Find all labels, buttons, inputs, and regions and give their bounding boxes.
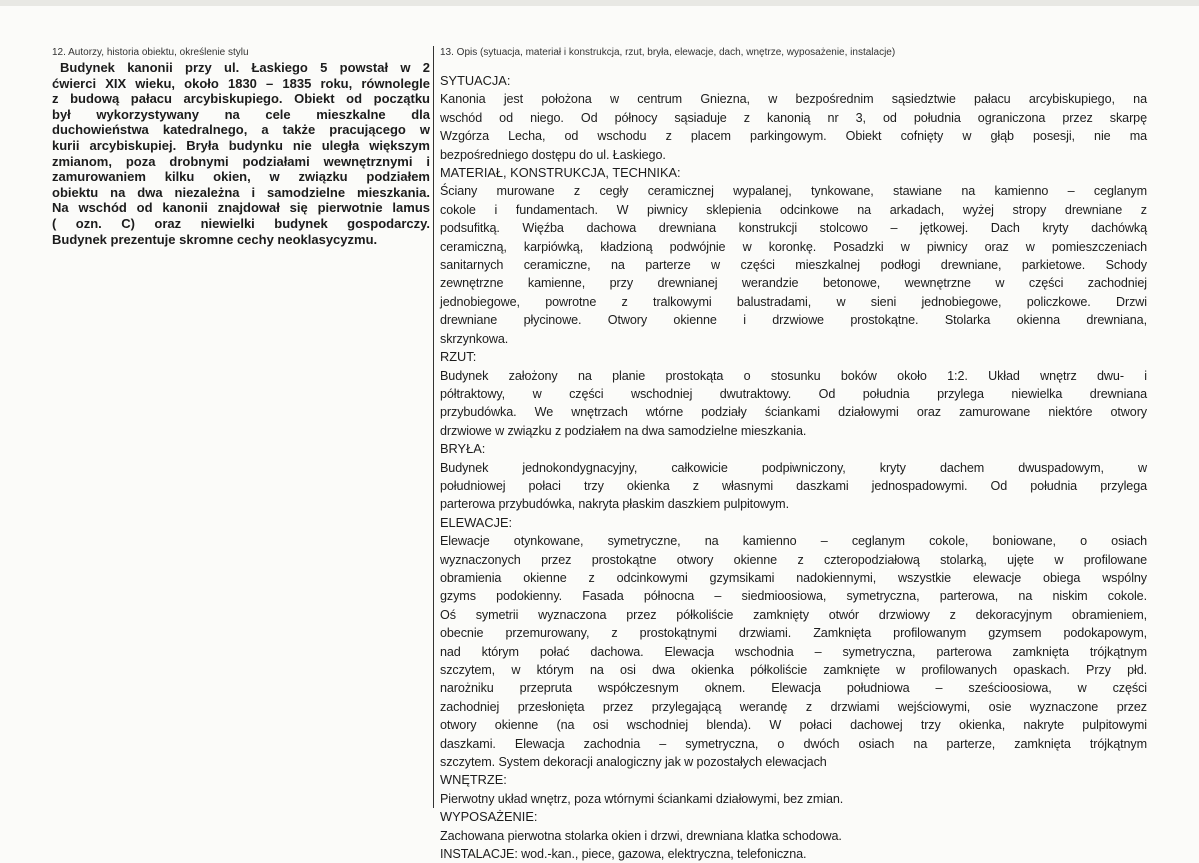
history-line: zmianom, poza drobnymi podziałami wewnętrznymi i: [52, 153, 430, 169]
history-line: obiektu na dwa niezależna i samodzielne mieszkania.: [52, 184, 430, 200]
description-section: [440, 72, 1147, 164]
history-line: Budynek prezentuje skromne cechy neoklasycyzmu.: [52, 231, 378, 247]
history-line: był wykorzystywany na cele mieszkalne dla: [52, 106, 430, 122]
description-section: [440, 348, 1147, 440]
description-line: Kanonia jest położona w centrum Gniezna, w bezpośrednim sąsiedztwie pałacu arcybiskupiego, na: [440, 92, 1147, 107]
description-line: Ściany murowane z cegły ceramicznej wypalanej, tynkowane, stawiane na kamienno – ceglanym: [440, 184, 1147, 199]
description-line: szczytem, w którym na osi dwa okienka półkoliście zamknięte w profilowanych opaskach. Przy płd.: [440, 663, 1147, 677]
description-line: INSTALACJE: wod.-kan., piece, gazowa, elektryczna, telefoniczna.: [440, 847, 807, 862]
description-line: drewniane płycinowe. Otwory okienne i drzwiowe prostokątne. Stolarka okienna drewniana,: [440, 313, 1147, 328]
history-line: ćwierci XIX wieku, około 1830 – 1835 roku, równolegle: [52, 75, 430, 91]
section-12-caption: 12. Autorzy, historia obiektu, określenie stylu: [52, 47, 249, 58]
history-line: Budynek kanonii przy ul. Łaskiego 5 powstał w 2: [60, 60, 430, 75]
description-section: [440, 808, 1147, 845]
description-line: szczytem. System dekoracji analogiczny jak w pozostałych elewacjach: [440, 755, 827, 770]
description-section: [440, 164, 1147, 348]
description-line: nad którym połać dachowa. Elewacja wschodnia – symetryczna, parterowa zamknięta trójkątnym: [440, 644, 1147, 659]
description-line: wschód od niego. Od północy sąsiaduje z kanonią nr 3, od południa ograniczona przez skarpę: [440, 110, 1147, 125]
history-line: duchowieństwa katedralnego, a także pracującego w: [52, 122, 430, 138]
section-heading: SYTUACJA:: [440, 73, 511, 88]
section-heading: RZUT:: [440, 349, 477, 365]
description-line: daszkami. Elewacja zachodnia – symetryczna, o dwóch osiach na parterze, zamknięta trójkątnym: [440, 736, 1147, 751]
description-line: przybudówka. We wnętrzach wtórne podziały ściankami działowymi oraz zamurowane niektóre otwory: [440, 405, 1147, 420]
description-line: jednobiegowe, powrotne z tralkowymi balustradami, w sieni jednobiegowe, policzkowe. Drzwi: [440, 294, 1147, 309]
description-line: wyznaczonych przez prostokątne otwory okienne z czteropodziałową stolarką, ujęte w profilowane: [440, 552, 1147, 567]
description-line: zachodniej przesłonięta przez przylegającą werandę z drzwiami wejściowymi, osie wyznaczone przez: [440, 699, 1147, 714]
description-line: otwory okienne (na osi wschodniej blenda). W połaci dachowej trzy okienka, nakryte pulpitowymi: [440, 718, 1147, 733]
description-line: Budynek założony na planie prostokąta o stosunku boków około 1:2. Układ wnętrz dwu- i: [440, 368, 1147, 383]
history-line: zamurowaniem kilku okien, w związku podziałem: [52, 169, 430, 185]
description-line: ceramiczną, karpiówką, kładzioną podwójnie w koronkę. Posadzki w piwnicy oraz w pomieszczeniach: [440, 239, 1147, 254]
description-line: skrzynkowa.: [440, 331, 509, 346]
description-line: parterowa przybudówka, nakryta płaskim daszkiem pulpitowym.: [440, 497, 789, 512]
section-13-caption: 13. Opis (sytuacja, materiał i konstrukcja, rzut, bryła, elewacje, dach, wnętrze, wyposażenie, instalacje): [440, 47, 896, 58]
description-section: [440, 514, 1147, 772]
history-line: z budową pałacu arcybiskupiego. Obiekt od początku: [52, 91, 430, 107]
history-text: [52, 60, 430, 247]
section-12-history: [52, 47, 430, 247]
description-line: Budynek jednokondygnacyjny, całkowicie podpiwniczony, kryty dachem dwuspadowym, w: [440, 460, 1147, 475]
section-heading: WYPOSAŻENIE:: [440, 809, 538, 825]
description-section: [440, 440, 1147, 514]
section-13-description: [440, 47, 1147, 863]
description-line: półtraktowy, w części wschodniej dwutraktowy. Od południa przylega niewielka drewniana: [440, 386, 1147, 401]
description-line: cokole i fundamentach. W piwnicy sklepienia odcinkowe na arkadach, wyżej stropy drewniane z: [440, 202, 1147, 217]
description-line: Elewacje otynkowane, symetryczne, na kamienno – ceglanym cokole, boniowane, o osiach: [440, 534, 1147, 549]
description-line: Wzgórza Lecha, od wschodu z placem parkingowym. Obiekt cofnięty w głąb posesji, nie ma: [440, 129, 1147, 144]
description-line: obecnie przemurowany, z prostokątnymi drzwiami. Zamknięta profilowanym gzymsem podokapowym,: [440, 626, 1147, 641]
history-line: Na wschód od kanonii znajdował się pierwotnie lamus: [52, 200, 430, 216]
section-heading: WNĘTRZE:: [440, 772, 507, 788]
description-line: gzyms podokienny. Fasada północna – siedmioosiowa, symetryczna, parterowa, na niskim cokole.: [440, 589, 1147, 604]
description-line: obramienia okienne z odcinkowymi gzymsikami nadokiennymi, wszystkie elewacje obiega wspólny: [440, 570, 1147, 585]
description-line: Zachowana pierwotna stolarka okien i drzwi, drewniana klatka schodowa.: [440, 828, 842, 843]
description-line: podsufitką. Więźba dachowa drewniana konstrukcji stolcowo – jętkowej. Dach kryty dachówką: [440, 221, 1147, 236]
history-line: kurii arcybiskupiej. Bryła budynku nie uległa większym: [52, 137, 430, 153]
description-line: Oś symetrii wyznaczona przez półkoliście zamknięty otwór drzwiowy z dekoracyjnym obramieniem,: [440, 607, 1147, 622]
description-line: drzwiowe w związku z podziałem na dwa samodzielne mieszkania.: [440, 423, 807, 438]
description-line: sanitarnych ceramiczne, na parterze w części mieszkalnej podłogi drewniane, parkietowe. Schody: [440, 258, 1147, 273]
description-line: bezpośredniego dostępu do ul. Łaskiego.: [440, 147, 666, 162]
section-heading: BRYŁA:: [440, 441, 486, 457]
history-line: ( ozn. C) oraz niewielki budynek gospodarczy.: [52, 215, 430, 231]
column-divider: [433, 46, 434, 808]
description-line: zewnętrzne kamienne, przy drewnianej werandzie betonowe, wewnętrzne w części zachodniej: [440, 276, 1147, 291]
description-section: [440, 771, 1147, 808]
description-line: narożniku przepruta współczesnym oknem. Elewacja południowa – sześcioosiowa, w części: [440, 681, 1147, 696]
description-line: południowej połaci trzy okienka z własnymi daszkami jednospadowymi. Od południa przylega: [440, 478, 1147, 493]
description-section: [440, 845, 1147, 863]
scan-edge: [0, 0, 1199, 6]
description-text: [440, 72, 1147, 863]
section-heading: MATERIAŁ, KONSTRUKCJA, TECHNIKA:: [440, 165, 681, 181]
section-heading: ELEWACJE:: [440, 514, 513, 530]
description-line: Pierwotny układ wnętrz, poza wtórnymi ściankami działowymi, bez zmian.: [440, 791, 844, 806]
